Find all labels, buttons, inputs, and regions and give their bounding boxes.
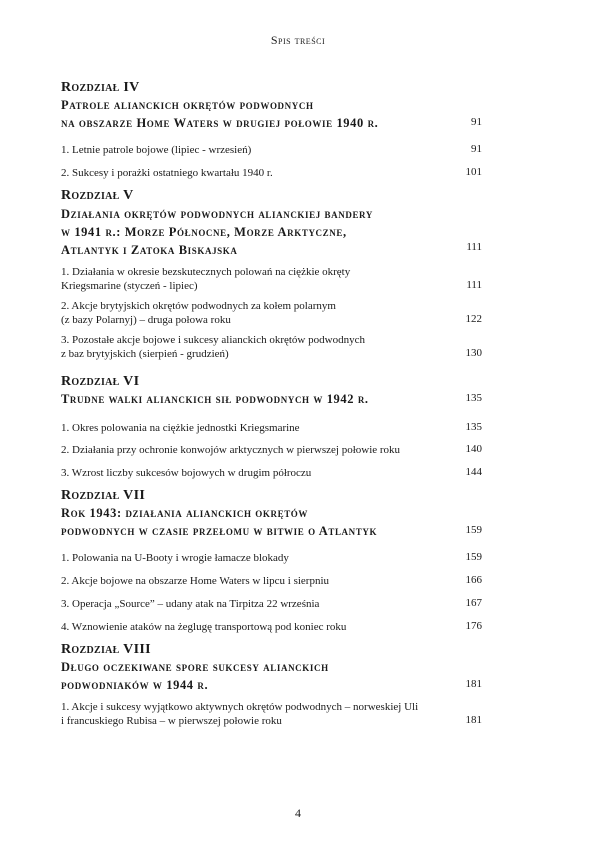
page-number: 4 bbox=[295, 806, 301, 820]
toc-entry: 1. Polowania na U-Booty i wrogie łamacze blokady bbox=[61, 552, 289, 564]
chapter-subtitle bbox=[61, 390, 461, 408]
chapter-subtitle-line: na obszarze Home Waters w drugiej połowie 1940 r. bbox=[61, 116, 379, 130]
chapter-title: Rozdział V bbox=[61, 188, 134, 203]
chapter-title: Rozdział VIII bbox=[61, 642, 151, 657]
chapter-page: 135 bbox=[465, 392, 482, 404]
chapter-page: 91 bbox=[471, 116, 482, 128]
toc-entry: 3. Operacja „Source” – udany atak na Tirpitza 22 września bbox=[61, 598, 320, 610]
entry-line: 2. Akcje brytyjskich okrętów podwodnych za kołem polarnym bbox=[61, 300, 336, 312]
chapter-subtitle-line: Atlantyk i Zatoka Biskajska bbox=[61, 243, 238, 257]
entry-line: Kriegsmarine (styczeń - lipiec) bbox=[61, 280, 198, 292]
chapter-subtitle-line: podwodniaków w 1944 r. bbox=[61, 678, 209, 692]
entry-page: 167 bbox=[465, 597, 482, 609]
chapter-subtitle bbox=[61, 96, 461, 132]
chapter-page: 181 bbox=[465, 678, 482, 690]
chapter-title: Rozdział VI bbox=[61, 374, 140, 389]
entry-line: 1. Działania w okresie bezskutecznych polowań na ciężkie okręty bbox=[61, 266, 351, 278]
entry-line: 1. Akcje i sukcesy wyjątkowo aktywnych okrętów podwodnych – norweskiej Uli bbox=[61, 701, 419, 713]
chapter-page: 111 bbox=[466, 241, 482, 253]
entry-page: 135 bbox=[465, 421, 482, 433]
chapter-subtitle-line: Długo oczekiwane spore sukcesy alianckich bbox=[61, 660, 329, 674]
toc-entry: 2. Sukcesy i porażki ostatniego kwartału 1940 r. bbox=[61, 167, 273, 179]
chapter-title: Rozdział IV bbox=[61, 80, 140, 95]
entry-page: 181 bbox=[465, 714, 482, 726]
chapter-page: 159 bbox=[465, 524, 482, 536]
toc-entry bbox=[61, 700, 461, 728]
chapter-subtitle-line: w 1941 r.: Morze Północne, Morze Arktyczne, bbox=[61, 225, 347, 239]
entry-page: 111 bbox=[466, 279, 482, 291]
entry-page: 130 bbox=[465, 347, 482, 359]
entry-page: 91 bbox=[471, 143, 482, 155]
entry-page: 122 bbox=[465, 313, 482, 325]
chapter-subtitle-line: podwodnych w czasie przełomu w bitwie o Atlantyk bbox=[61, 524, 378, 538]
chapter-subtitle-line: Działania okrętów podwodnych alianckiej bandery bbox=[61, 207, 373, 221]
entry-line: z baz brytyjskich (sierpień - grudzień) bbox=[61, 348, 229, 360]
chapter-subtitle-line: Patrole alianckich okrętów podwodnych bbox=[61, 98, 314, 112]
toc-entry bbox=[61, 265, 461, 293]
toc-entry: 1. Okres polowania na ciężkie jednostki Kriegsmarine bbox=[61, 422, 300, 434]
entry-page: 159 bbox=[465, 551, 482, 563]
toc-entry: 2. Działania przy ochronie konwojów arktycznych w pierwszej połowie roku bbox=[61, 444, 401, 456]
toc-entry bbox=[61, 299, 461, 327]
chapter-subtitle bbox=[61, 205, 461, 259]
entry-page: 176 bbox=[465, 620, 482, 632]
entry-line: i francuskiego Rubisa – w pierwszej połowie roku bbox=[61, 715, 282, 727]
entry-page: 101 bbox=[465, 166, 482, 178]
chapter-subtitle bbox=[61, 658, 461, 694]
toc-entry: 1. Letnie patrole bojowe (lipiec - wrzesień) bbox=[61, 144, 252, 156]
entry-line: (z bazy Polarnyj) – druga połowa roku bbox=[61, 314, 231, 326]
toc-entry: 4. Wznowienie ataków na żeglugę transportową pod koniec roku bbox=[61, 621, 347, 633]
chapter-subtitle-line: Rok 1943: działania alianckich okrętów bbox=[61, 506, 309, 520]
entry-page: 140 bbox=[465, 443, 482, 455]
toc-entry bbox=[61, 333, 461, 361]
entry-line: 3. Pozostałe akcje bojowe i sukcesy alianckich okrętów podwodnych bbox=[61, 334, 365, 346]
toc-entry: 2. Akcje bojowe na obszarze Home Waters w lipcu i sierpniu bbox=[61, 575, 330, 587]
chapter-subtitle bbox=[61, 504, 461, 540]
toc-entry: 3. Wzrost liczby sukcesów bojowych w drugim półroczu bbox=[61, 467, 312, 479]
page-header: Spis treści bbox=[270, 33, 326, 47]
chapter-subtitle-line: Trudne walki alianckich sił podwodnych w 1942 r. bbox=[61, 392, 369, 406]
entry-page: 166 bbox=[465, 574, 482, 586]
entry-page: 144 bbox=[465, 466, 482, 478]
chapter-title: Rozdział VII bbox=[61, 488, 146, 503]
